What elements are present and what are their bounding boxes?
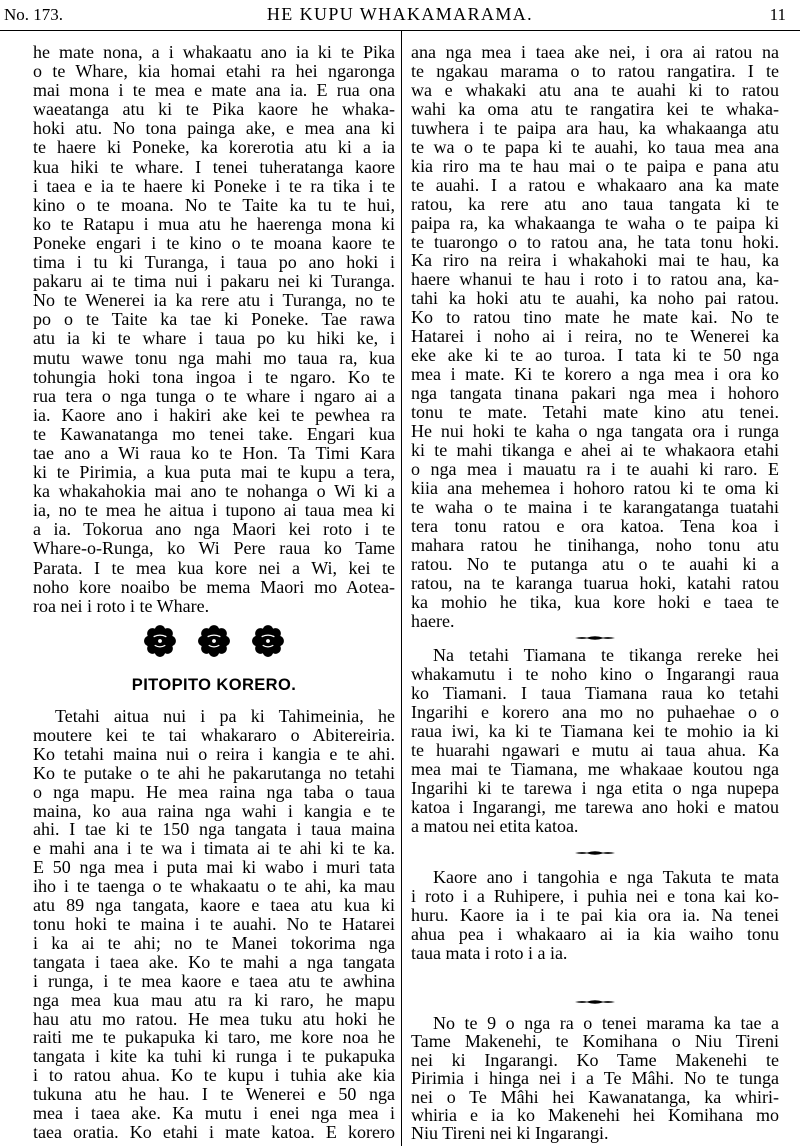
text-line: a ia. Tokorua ano nga Maori kei roto i te — [33, 519, 395, 540]
text-line: i ka ai te ahi; no te Manei tokorima nga — [33, 932, 395, 953]
text-line: paipa ra, ka whakaanga te waha o te paipa ki — [411, 212, 779, 233]
text-line: tahi ka hoki atu te auahi, ka noho pai ratou. — [411, 288, 779, 309]
text-line: o te Whare, kia homai etahi ra hei ngaronga — [33, 61, 395, 82]
text-line: Ko tetahi maina nui o reira i kangia e te ahi. — [33, 743, 395, 764]
text-line: nei ki Ingarangi. Ko Tame Makenehi te — [411, 1049, 779, 1070]
text-line: tangata i kite ka tuhi ki runga i te pukapuka — [33, 1046, 395, 1067]
text-line: kino o te moana. No te Taite ka tu te hui, — [33, 194, 395, 215]
text-line: tukuna atu he hau. I te Wenerei e 50 nga — [33, 1084, 395, 1105]
text-line: kiia ana mehemea i hohoro ratou ki te oma ki — [411, 477, 779, 498]
text-line: huru. Kaore ia i te pai kia ora ia. Na tenei — [411, 905, 779, 925]
news-item — [411, 868, 779, 963]
text-line: tima i tu ki Turanga, i taua po ano hoki i — [33, 252, 395, 273]
text-line: taea oratia. Ko etahi i mate katoa. E korero — [33, 1121, 395, 1142]
text-line: i taea e ia te haere ki Poneke i te ra tika i te — [33, 175, 395, 196]
text-line: Ingarihi ki te tarewa i nga etita o nga nupepa — [411, 778, 779, 798]
flourish-divider-icon — [575, 634, 615, 642]
text-line: te auahi. I a ratou e whakaaro ana ka mate — [411, 174, 779, 195]
text-line: o nga mea i mauatu ra i te auahi ki raro. E — [411, 458, 779, 479]
text-line: hau atu mo ratou. He mea tuku atu hoki he — [33, 1008, 395, 1029]
text-line: tera tonu ratou e ora katoa. Tena koa i — [411, 515, 779, 536]
text-line: ratou. No te putanga atu o te auahi ki a — [411, 553, 779, 574]
text-line: ana nga mea i taea ake nei, i ora ai ratou na — [411, 42, 779, 62]
text-line: Poneke engari i te kino o te moana kaore te — [33, 232, 395, 253]
flourish-divider-icon — [575, 998, 615, 1006]
issue-number: No. 173. — [4, 5, 64, 24]
text-line: mutu wawe tonu nga mahi mo taua ra, kua — [33, 347, 395, 368]
flourish-divider-icon — [575, 849, 615, 857]
text-line: mahara ratou he tinihanga, noho tonu atu — [411, 534, 779, 555]
text-line: tohungia hoki tona ingoa i te ngaro. Ko te — [33, 366, 395, 387]
text-line: He nui hoki te kaha o nga tangata ora i runga — [411, 421, 779, 442]
text-line: ia, no te mea he aitua i tupono ai taua mea ki — [33, 500, 395, 521]
text-line: te wa o te papa ki te auahi, ko taua mea ana — [411, 136, 779, 157]
news-item — [33, 707, 395, 1142]
text-line: atu ia ki te whare i taua po ku hiki ke, i — [33, 328, 395, 349]
text-line: te tuarongo o to ratou ana, he tata tonu hoki. — [411, 231, 779, 252]
text-line: te Kawanatanga mo tenei take. Engari kua — [33, 423, 395, 444]
text-line: ki te mahi tikanga e ahei ai te whakaora etahi — [411, 440, 779, 461]
text-line: hoki atu. No tona painga ake, e mea ana ki — [33, 118, 395, 139]
text-line: atu 89 nga tangata, kaore e taea atu kua ki — [33, 895, 395, 916]
text-line: ki te Pirimia, a kua puta mai te kupu a tera, — [33, 462, 395, 483]
text-line: nei o Te Mâhi hei Kawanatanga, ka whiri- — [411, 1086, 779, 1107]
text-line: Parata. I te mea kua kore nei a Wi, kei te — [33, 557, 395, 578]
text-line: ahua pea i whakaaro ai ia kia waiho tonu — [411, 924, 779, 944]
text-line: ko te Ratapu i mua atu he haerenga mona ki — [33, 213, 395, 234]
text-line: ia. Kaore ano i hakiri ake kei te pewhea ra — [33, 404, 395, 425]
text-line: roa nei i roto i te Whare. — [33, 595, 210, 616]
text-line: a matou nei etita katoa. — [411, 816, 579, 836]
news-item — [411, 1014, 779, 1143]
text-line: haere. — [411, 610, 455, 631]
text-line: po o te Taite ka tae ki Poneke. Tae rawa — [33, 309, 395, 330]
text-line: Pirimia i hinga nei i a Te Mâhi. No te tunga — [411, 1068, 779, 1089]
text-line: i roto i a Ruhipere, i puhia nei e tona kai ko- — [411, 886, 779, 906]
text-line: te waha o te maina i te karangatanga tuatahi — [411, 496, 779, 517]
text-line: o nga mapu. He mea raina nga taba o taua — [33, 781, 395, 802]
text-line: tae ano a Wi raua ko te Hon. Ta Timi Kara — [33, 442, 395, 463]
text-line: E 50 nga mea i puta mai ki wabo i muri tata — [33, 857, 395, 878]
text-line: No te 9 o nga ra o tenei marama ka tae a — [433, 1013, 779, 1033]
text-line: nga mea kua mau atu ra ki raro, he mapu — [33, 989, 395, 1010]
text-line: haere whanui te hau i roto i to ratou ana, ka- — [411, 269, 779, 290]
text-line: tonu hoki te maina i te auahi. No te Hatarei — [33, 913, 395, 934]
text-line: moutere kei te tai whakararo o Abitereiria. — [33, 724, 395, 745]
column-rule — [401, 31, 402, 1146]
article-continued — [33, 43, 395, 616]
text-line: Whare-o-Runga, ko Wi Pere raua ko Tame — [33, 538, 395, 559]
text-line: Tetahi aitua nui i pa ki Tahimeinia, he — [55, 706, 395, 726]
text-line: katoa i Ingarangi, me tarewa ano hoki e matou — [411, 797, 779, 817]
text-line: he mate nona, a i whakaatu ano ia ki te Pika — [33, 42, 395, 62]
news-item — [411, 646, 779, 836]
text-line: i runga, i te mea kaore e taea atu te awhina — [33, 970, 395, 991]
text-line: mea mai te Tiamana, me whakaae koutou nga — [411, 759, 779, 779]
text-line: mai mona i te mea e mate ana ia. E rua ona — [33, 80, 395, 101]
page-header — [0, 0, 800, 31]
text-line: te haere ki Poneke, ka korerotia atu ki a ia — [33, 137, 395, 158]
text-line: wahi ka oma atu te rangatira kei te whaka- — [411, 98, 779, 119]
text-line: raiti me te pukapuka ki taro, me kore noa he — [33, 1027, 395, 1048]
text-line: waeatanga atu ki te Pika kaore he whaka- — [33, 99, 395, 120]
text-line: ka mohio he tika, kua kore hoki e taea te — [411, 591, 779, 612]
text-line: mea i taea ake. Ka mutu i enei nga mea i — [33, 1103, 395, 1124]
text-line: Niu Tireni nei ki Ingarangi. — [411, 1123, 609, 1144]
text-line: Na tetahi Tiamana te tikanga rereke hei — [433, 645, 779, 665]
text-line: tangata i taea ake. Ko te mahi a nga tangata — [33, 951, 395, 972]
text-line: rua tera o nga tunga o te whare i ngaro ai a — [33, 385, 395, 406]
text-line: ko Tiamani. I taua Tiamana raua ko tetahi — [411, 683, 779, 703]
text-line: Ka riro na reira i whakahoki mai te hau, ka — [411, 250, 779, 271]
text-line: Hatarei i noho ai i reira, no te Wenerei ka — [411, 326, 779, 347]
text-line: raua iwi, ka ki te Tiamana kei te mohio ia ki — [411, 721, 779, 741]
text-line: taua mata i roto i a ia. — [411, 943, 568, 963]
text-line: noho kore noaibo be mema Maori mo Aotea- — [33, 576, 395, 597]
text-line: kia riro ma te hau mai o te paipa e pana atu — [411, 155, 779, 176]
text-line: ka whakahokia mai ano te nohanga o Wi ki a — [33, 481, 395, 502]
florette-icon — [197, 624, 231, 658]
text-line: tonu te mate. Tetahi mate kino atu tenei. — [411, 402, 779, 423]
text-line: pakaru ai te tima nui i pakaru nei ki Turanga. — [33, 271, 395, 292]
text-line: maina, ko aua raina nga wahi i kangia e te — [33, 800, 395, 821]
florette-icon — [143, 624, 177, 658]
ornament — [33, 624, 395, 658]
text-line: i to ratou ahua. Ko te kupu i tuhia ake kia — [33, 1065, 395, 1086]
text-line: wa e whakaki atu ana te auahi ki to ratou — [411, 79, 779, 100]
text-line: e mahi ana i te wa i timata ai te ahi ki te ka. — [33, 838, 395, 859]
text-line: Kaore ano i tangohia e nga Takuta te mata — [433, 867, 779, 887]
section-heading: PITOPITO KORERO. — [131, 676, 297, 694]
newspaper-title: HE KUPU WHAKAMARAMA. — [266, 4, 534, 24]
text-line: Ko te putake o te ahi he pakarutanga no tetahi — [33, 762, 395, 783]
text-line: Ko to ratou tino mate he mate kai. No te — [411, 307, 779, 328]
text-line: te ngakau marama o to ratou rangatira. I te — [411, 60, 779, 81]
florette-icon — [251, 624, 285, 658]
text-line: tuwhera i te paipa ara hau, ka whakaanga atu — [411, 117, 779, 138]
text-line: eke ake ki te ao turoa. I tata ki te 50 nga — [411, 345, 779, 366]
text-line: iho i te taenga o te whakaatu o te ahi, ka mau — [33, 876, 395, 897]
text-line: whakamutu i te noho kino o Ingarangi raua — [411, 664, 779, 684]
page-number: 11 — [769, 5, 786, 24]
text-line: Tame Makenehi, te Komihana o Niu Tireni — [411, 1031, 779, 1052]
text-line: te huarahi ngawari e mutu ai taua ahua. Ka — [411, 740, 779, 760]
text-line: Ingarihi e korero ana mo no puhaehae o o — [411, 702, 779, 722]
text-line: ratou, ka rere atu ano taua tangata ki te — [411, 193, 779, 214]
text-line: ahi. I tae ki te 150 nga tangata i taua maina — [33, 819, 395, 840]
news-item-continued — [411, 43, 779, 631]
text-line: kua hiki te whare. I tenei tuheratanga kaore — [33, 156, 395, 177]
text-line: whiria e ia ko Makenehi hei Komihana mo — [411, 1105, 779, 1126]
text-line: mea i mate. Ki te korero a nga mea i ora ko — [411, 364, 779, 385]
text-line: ratou, na te karanga tuarua hoki, katahi ratou — [411, 572, 779, 593]
text-line: No te Wenerei ia ka rere atu i Turanga, no te — [33, 290, 395, 311]
text-line: nga tangata tinana pakari nga mea i hohoro — [411, 383, 779, 404]
